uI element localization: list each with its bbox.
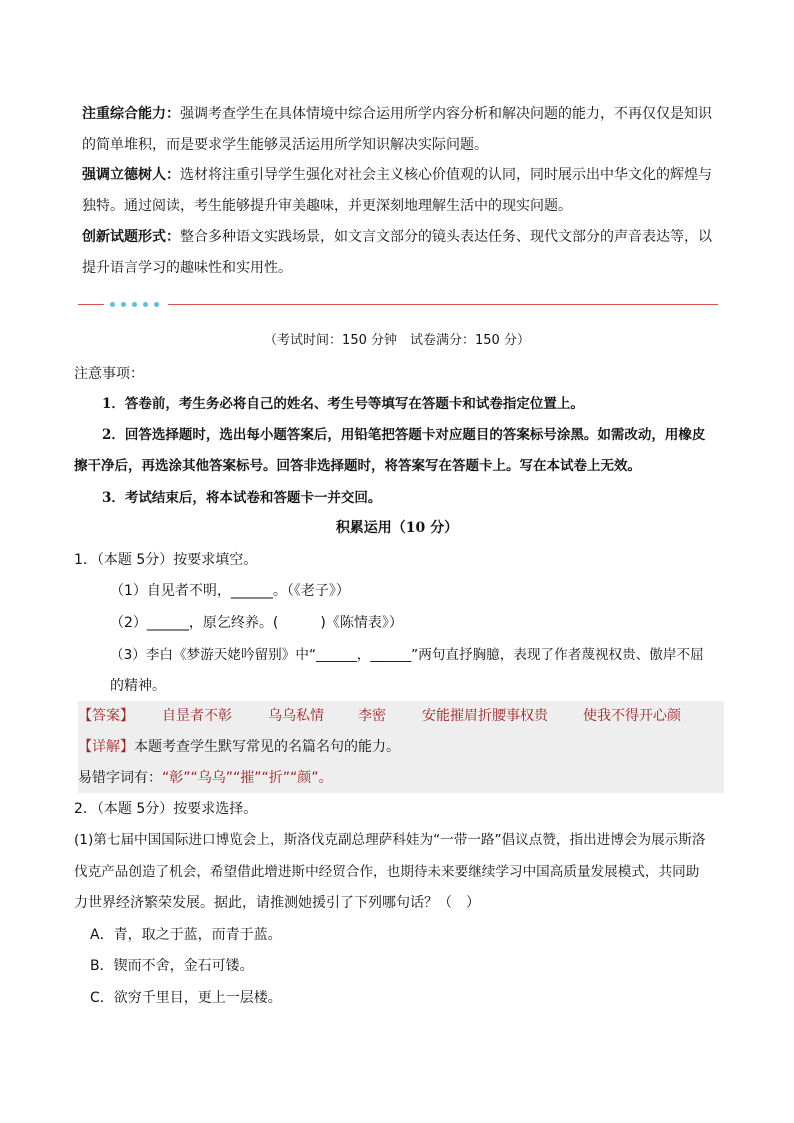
- note-item-1: 1．答卷前，考生务必将自己的姓名、考生号等填写在答题卡和试卷指定位置上。: [102, 396, 584, 412]
- typo-label: 易错字词有：: [78, 770, 162, 786]
- note-item-2-cont: 擦干净后，再选涂其他答案标号。回答非选择题时，将答案写在答题卡上。写在本试卷上无效。: [74, 458, 641, 474]
- detail-label: 【详解】: [78, 739, 134, 755]
- q1-stem: 1．（本题 5分）按要求填空。: [74, 552, 258, 568]
- q2-passage-1: (1)第七届中国国际进口博览会上，斯洛伐克副总理萨科娃为“一带一路”倡议点赞，指出进博会为展示斯洛: [74, 832, 706, 848]
- q2-stem: 2．（本题 5分）按要求选择。: [74, 801, 258, 817]
- q1-item-2: （2）______，原乞终养。( )《陈情表》）: [110, 615, 403, 631]
- note-item-2: 2．回答选择题时，选出每小题答案后，用铅笔把答题卡对应题目的答案标号涂黑。如需改动，用橡皮: [102, 427, 706, 443]
- intro-text-1: 强调考查学生在具体情境中综合运用所学内容分析和解决问题的能力，不再仅仅是知识的简单堆积，而是要求学生能够灵活运用所学知识解决实际问题。: [82, 106, 712, 153]
- intro-label-1: 注重综合能力：: [82, 106, 180, 122]
- notes-title: 注意事项：: [74, 366, 144, 382]
- intro-paragraph-2: [82, 160, 718, 222]
- q1-item-1: （1）自见者不明，______。（《老子》）: [110, 583, 350, 599]
- intro-paragraph-1: [82, 99, 718, 161]
- detail-text: 本题考查学生默写常见的名篇名句的能力。: [134, 739, 400, 755]
- note-item-3: 3．考试结束后，将本试卷和答题卡一并交回。: [102, 490, 382, 506]
- section-divider: [78, 302, 718, 308]
- q2-passage-2: 伐克产品创造了机会，希望借此增进斯中经贸合作，也期待未来要继续学习中国高质量发展模式，共同助: [74, 864, 700, 880]
- exam-info: （考试时间：150 分钟 试卷满分：150 分）: [264, 333, 530, 348]
- answer-2: 乌乌私情: [268, 708, 324, 724]
- typo-text: “彰”“乌乌”“摧”“折”“颜”。: [162, 770, 333, 786]
- q2-option-a: A．青，取之于蓝，而青于蓝。: [90, 927, 282, 943]
- intro-label-3: 创新试题形式：: [82, 229, 180, 245]
- intro-label-2: 强调立德树人：: [82, 167, 180, 183]
- typo-line: [78, 768, 333, 788]
- intro-paragraph-3: [82, 222, 718, 284]
- answer-4: 安能摧眉折腰事权贵: [422, 708, 548, 724]
- q2-option-b: B．锲而不舍，金石可镂。: [90, 958, 254, 974]
- detail-line: [78, 737, 400, 757]
- intro-text-3: 整合多种语文实践场景，如文言文部分的镜头表达任务、现代文部分的声音表达等，以提升语言学习的趣味性和实用性。: [82, 229, 712, 276]
- answer-5: 使我不得开心颜: [583, 708, 681, 724]
- q2-passage-3: 力世界经济繁荣发展。据此，请推测她援引了下列哪句话？（ ）: [74, 895, 480, 911]
- section-title: 积累运用（10 分）: [335, 520, 459, 536]
- q1-item-3-cont: 的精神。: [110, 678, 166, 694]
- q1-item-3: （3）李白《梦游天姥吟留别》中“______，______”两句直抒胸臆，表现了作者蔑视权贵、傲岸不屈: [110, 647, 704, 663]
- intro-text-2: 选材将注重引导学生强化对社会主义核心价值观的认同，同时展示出中华文化的辉煌与独特。通过阅读，考生能够提升审美趣味，并更深刻地理解生活中的现实问题。: [82, 167, 712, 214]
- q2-option-c: C．欲穷千里目，更上一层楼。: [90, 990, 282, 1006]
- answer-3: 李密: [358, 708, 386, 724]
- answer-1: 自昰者不彰: [162, 708, 232, 724]
- answer-label: 【答案】: [78, 708, 134, 724]
